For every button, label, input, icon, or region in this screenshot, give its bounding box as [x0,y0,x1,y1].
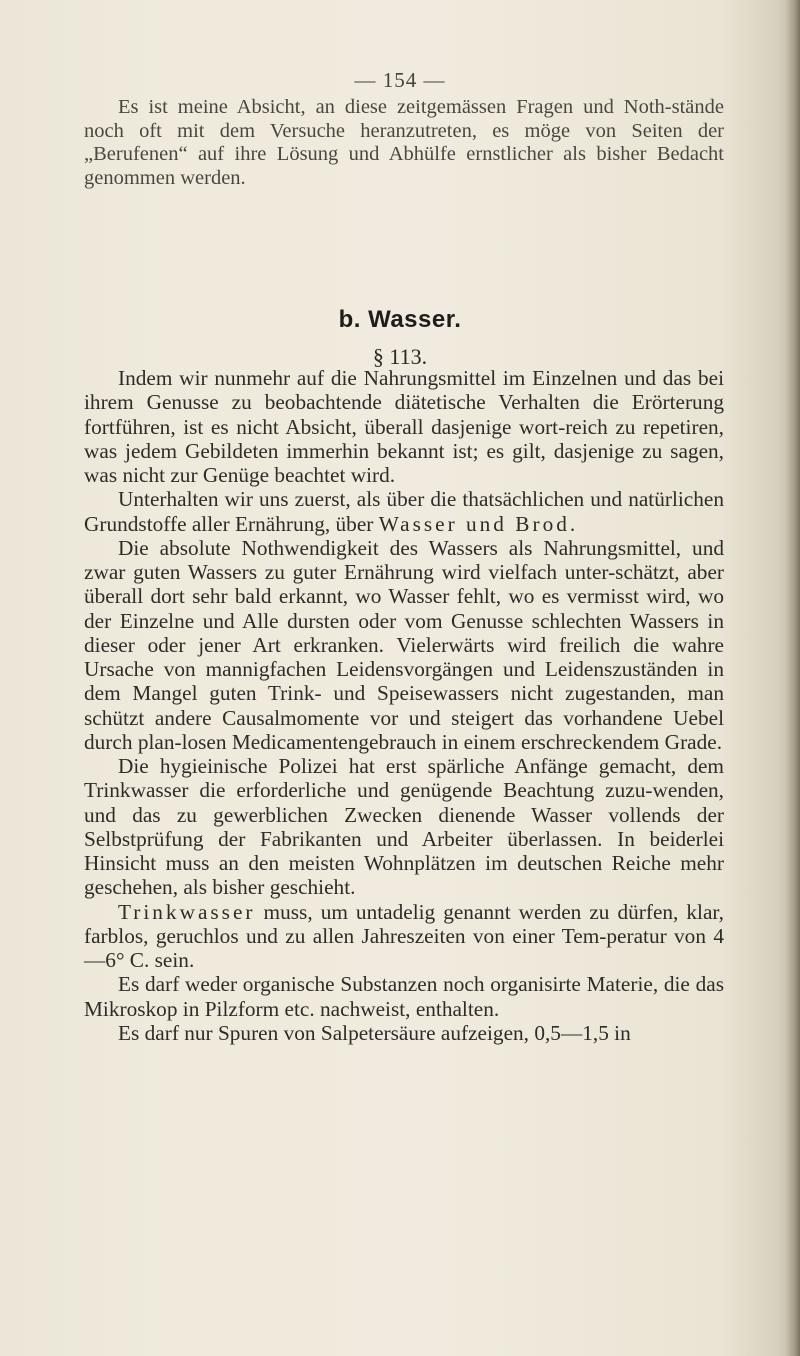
section-heading: b. Wasser. [338,306,462,333]
paragraph-2 [84,487,724,536]
intro-text: Es ist meine Absicht, an diese zeitgemässen Fragen und Noth-stände noch oft mit dem Versuche heranzutreten, es möge von Seiten der „Berufenen“ auf ihre Lösung und Abhülfe ernstlicher als bisher Bedacht genommen werden. [84,96,724,189]
paragraph-5 [84,900,724,973]
page-number: — 154 — [354,68,446,92]
page-binding-edge [786,0,800,1356]
section-body [84,366,724,1045]
paragraph-6: Es darf weder organische Substanzen noch organisirte Materie, die das Mikroskop in Pilzform etc. nachweist, enthalten. [84,972,724,1021]
paragraph-5-emphasis: Trinkwasser [118,899,256,924]
paragraph-7: Es darf nur Spuren von Salpetersäure aufzeigen, 0,5—1,5 in [118,1020,631,1045]
intro-paragraph [84,96,724,190]
paragraph-5-text: muss, um untadelig genannt werden zu dürfen, klar, farblos, geruchlos und zu allen Jahreszeiten von einer Tem-peratur von 4—6° C. sein. [84,899,724,972]
section-number: § 113. [372,344,428,369]
paragraph-4: Die hygieinische Polizei hat erst spärliche Anfänge gemacht, dem Trinkwasser die erforderliche und genügende Beachtung zuzu-wenden, und das zu gewerblichen Zwecken dienende Wasser vollends der Selbstprüfung der Fabrikanten und Arbeiter überlassen. In beiderlei Hinsicht muss an den meisten Wohnplätzen im deutschen Reiche mehr geschehen, als bisher geschieht. [84,754,724,900]
paragraph-2-text: Unterhalten wir uns zuerst, als über die thatsächlichen und natürlichen Grundstoffe aller Ernährung, über [84,487,724,536]
paragraph-1: Indem wir nunmehr auf die Nahrungsmittel im Einzelnen und das bei ihrem Genusse zu beobachtende diätetische Verhalten die Erörterung fortführen, ist es nicht Absicht, überall dasjenige wort-reich zu repetiren, was jedem Gebildeten immerhin bekannt ist; es gilt, dasjenige zu sagen, was nicht zur Genüge beachtet wird. [84,366,724,487]
paragraph-3: Die absolute Nothwendigkeit des Wassers als Nahrungsmittel, und zwar guten Wassers zu guter Ernährung wird vielfach unter-schätzt, aber überall dort sehr bald erkannt, wo Wasser fehlt, wo es vermisst wird, wo der Einzelne und Alle dursten oder vom Genusse schlechten Wassers in dieser oder jener Art erkranken. Vielerwärts wird freilich die wahre Ursache von mannigfachen Leidensvorgängen und Leidenszuständen in dem Mangel guten Trink- und Speisewassers nicht zugestanden, man schützt andere Causalmomente vor und steigert das vorhandene Uebel durch plan-losen Medicamentengebrauch in einem erschreckendem Grade. [84,535,724,754]
paragraph-2-emphasis: Wasser und Brod. [378,511,579,536]
